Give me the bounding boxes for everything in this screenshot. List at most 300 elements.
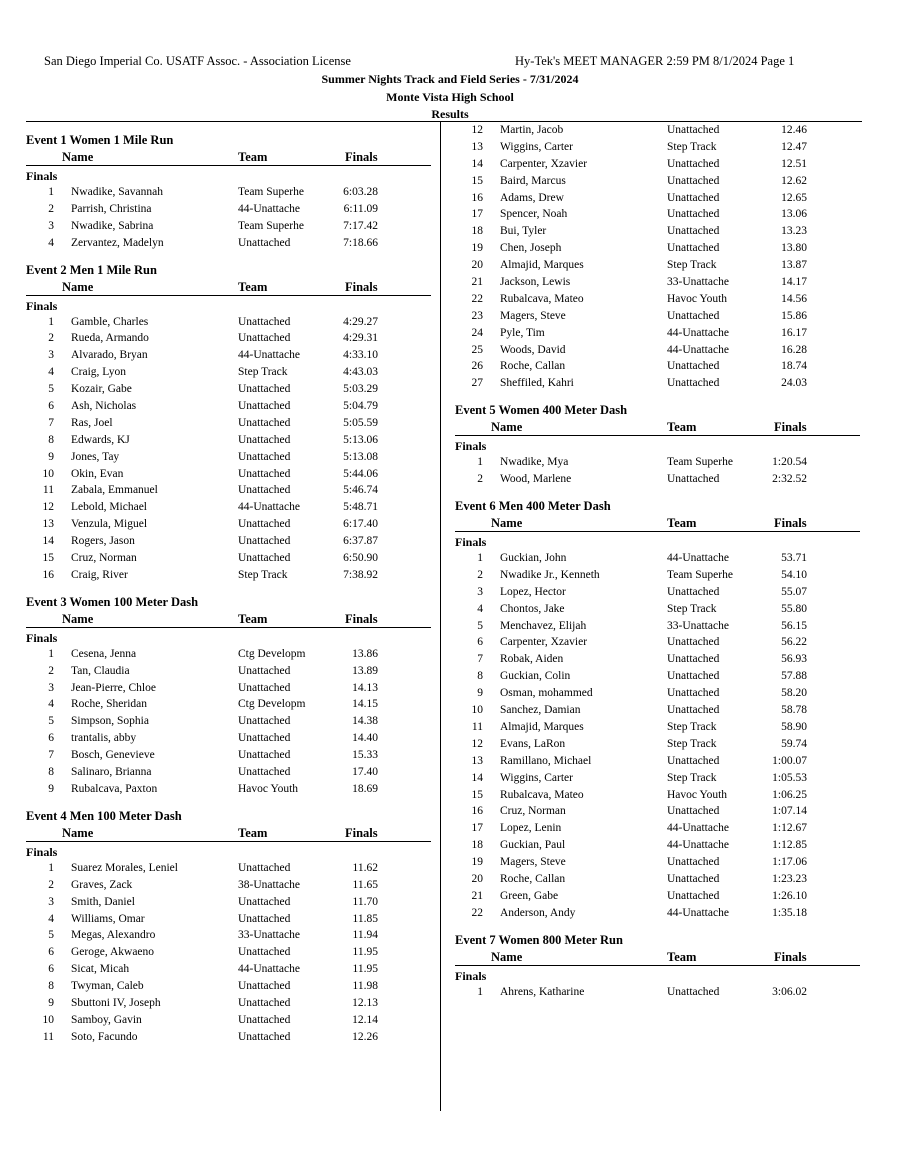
team-name: 44-Unattache xyxy=(667,343,729,356)
finals-time: 56.15 xyxy=(781,619,807,632)
athlete-name: Nwadike, Sabrina xyxy=(71,219,154,232)
team-name: Unattached xyxy=(238,484,291,497)
athlete-name: Rogers, Jason xyxy=(71,535,135,548)
result-row xyxy=(455,550,860,567)
athlete-name: Wood, Marlene xyxy=(500,473,572,486)
venue: Monte Vista High School xyxy=(386,90,514,104)
athlete-name: Robak, Aiden xyxy=(500,653,564,666)
place: 1 xyxy=(48,647,54,660)
event-title: Event 3 Women 100 Meter Dash xyxy=(26,594,199,609)
athlete-name: Ramillano, Michael xyxy=(500,754,592,767)
team-name: Unattached xyxy=(238,715,291,728)
athlete-name: Roche, Sheridan xyxy=(71,698,148,711)
athlete-name: trantalis, abby xyxy=(71,732,137,745)
column-header-finals: Finals xyxy=(345,825,378,840)
place: 26 xyxy=(471,360,483,373)
column-header-finals: Finals xyxy=(774,949,807,964)
athlete-name: Almajid, Marques xyxy=(500,259,584,272)
place: 15 xyxy=(42,552,54,565)
athlete-name: Rueda, Armando xyxy=(71,332,149,345)
column-header-team: Team xyxy=(667,949,697,964)
column-header-team: Team xyxy=(238,825,268,840)
result-row xyxy=(26,398,431,415)
result-row xyxy=(455,471,860,488)
place: 14 xyxy=(471,157,483,170)
results-column-right xyxy=(455,122,860,1001)
team-name: Step Track xyxy=(667,259,717,272)
place: 27 xyxy=(471,377,483,390)
finals-time: 1:17.06 xyxy=(772,856,807,869)
team-name: Unattached xyxy=(238,433,291,446)
finals-time: 13.06 xyxy=(781,208,807,221)
athlete-name: Ash, Nicholas xyxy=(71,400,137,413)
finals-time: 14.13 xyxy=(352,681,378,694)
athlete-name: Edwards, KJ xyxy=(71,433,130,446)
finals-time: 1:12.67 xyxy=(772,822,807,835)
finals-time: 58.78 xyxy=(781,704,807,717)
team-name: Unattached xyxy=(667,585,720,598)
finals-time: 54.10 xyxy=(781,568,807,581)
result-row xyxy=(455,454,860,471)
place: 13 xyxy=(42,518,54,531)
finals-time: 13.87 xyxy=(781,259,807,272)
column-header-name: Name xyxy=(62,150,94,164)
place: 11 xyxy=(42,484,54,497)
team-name: Unattached xyxy=(667,242,720,255)
column-header-name: Name xyxy=(491,949,523,964)
athlete-name: Williams, Omar xyxy=(71,912,145,925)
athlete-name: Kozair, Gabe xyxy=(71,383,132,396)
finals-time: 15.86 xyxy=(781,309,807,322)
event-title: Event 5 Women 400 Meter Dash xyxy=(455,403,628,418)
athlete-name: Ahrens, Katharine xyxy=(500,985,585,998)
place: 22 xyxy=(471,906,483,919)
table-header xyxy=(26,149,431,166)
finals-time: 56.93 xyxy=(781,653,807,666)
athlete-name: Parrish, Christina xyxy=(71,202,152,215)
result-row xyxy=(26,364,431,381)
result-row xyxy=(26,347,431,364)
athlete-name: Zabala, Emmanuel xyxy=(71,484,158,497)
team-name: Unattached xyxy=(667,805,720,818)
athlete-name: Craig, Lyon xyxy=(71,366,126,379)
team-name: Step Track xyxy=(667,602,717,615)
athlete-name: Craig, River xyxy=(71,568,128,581)
athlete-name: Magers, Steve xyxy=(500,856,566,869)
team-name: Unattached xyxy=(238,996,291,1009)
place: 15 xyxy=(471,174,483,187)
athlete-name: Twyman, Caleb xyxy=(71,980,144,993)
team-name: Unattached xyxy=(238,416,291,429)
athlete-name: Tan, Claudia xyxy=(71,664,130,677)
place: 13 xyxy=(471,140,483,153)
finals-time: 5:13.08 xyxy=(343,450,378,463)
place: 21 xyxy=(471,276,483,289)
finals-time: 13.80 xyxy=(781,242,807,255)
event-title: Event 7 Women 800 Meter Run xyxy=(455,932,623,947)
result-row xyxy=(455,905,860,922)
place: 16 xyxy=(471,805,483,818)
result-row xyxy=(26,201,431,218)
athlete-name: Anderson, Andy xyxy=(500,906,576,919)
finals-time: 15.33 xyxy=(352,749,378,762)
athlete-name: Rubalcava, Paxton xyxy=(71,782,158,795)
finals-time: 5:44.06 xyxy=(343,467,378,480)
team-name: Havoc Youth xyxy=(667,292,728,305)
result-row xyxy=(455,173,860,190)
result-row xyxy=(26,466,431,483)
finals-time: 5:13.06 xyxy=(343,433,378,446)
result-row xyxy=(26,877,431,894)
result-row xyxy=(455,206,860,223)
place: 2 xyxy=(48,664,54,677)
athlete-name: Sicat, Micah xyxy=(71,963,130,976)
finals-time: 6:11.09 xyxy=(343,202,378,215)
athlete-name: Venzula, Miguel xyxy=(71,518,148,531)
place: 4 xyxy=(48,912,54,925)
athlete-name: Geroge, Akwaeno xyxy=(71,946,155,959)
place: 8 xyxy=(48,766,54,779)
finals-time: 1:06.25 xyxy=(772,788,807,801)
team-name: Unattached xyxy=(238,1013,291,1026)
place: 16 xyxy=(42,568,54,581)
result-row xyxy=(26,663,431,680)
team-name: Unattached xyxy=(667,157,720,170)
finals-time: 1:26.10 xyxy=(772,889,807,902)
result-row xyxy=(455,803,860,820)
team-name: Unattached xyxy=(238,861,291,874)
athlete-name: Nwadike, Mya xyxy=(500,456,569,469)
finals-time: 6:17.40 xyxy=(343,518,378,531)
place: 4 xyxy=(477,602,483,615)
result-row xyxy=(26,1029,431,1046)
place: 15 xyxy=(471,788,483,801)
team-name: Havoc Youth xyxy=(667,788,728,801)
athlete-name: Wiggins, Carter xyxy=(500,771,573,784)
team-name: Unattached xyxy=(238,1030,291,1043)
finals-section-label: Finals xyxy=(26,169,58,183)
place: 6 xyxy=(48,946,54,959)
result-row xyxy=(26,499,431,516)
finals-time: 5:04.79 xyxy=(343,400,378,413)
place: 6 xyxy=(477,636,483,649)
column-header-team: Team xyxy=(667,516,697,531)
result-row xyxy=(26,730,431,747)
finals-time: 12.14 xyxy=(352,1013,378,1026)
athlete-name: Lopez, Lenin xyxy=(500,822,562,835)
column-header-finals: Finals xyxy=(345,611,378,626)
place: 20 xyxy=(471,872,483,885)
athlete-name: Rubalcava, Mateo xyxy=(500,292,584,305)
place: 1 xyxy=(48,315,54,328)
finals-time: 1:12.85 xyxy=(772,839,807,852)
result-row xyxy=(455,358,860,375)
place: 8 xyxy=(48,980,54,993)
athlete-name: Sanchez, Damian xyxy=(500,704,581,717)
athlete-name: Lopez, Hector xyxy=(500,585,566,598)
place: 1 xyxy=(48,186,54,198)
athlete-name: Osman, mohammed xyxy=(500,687,593,700)
result-row xyxy=(455,837,860,854)
athlete-name: Chontos, Jake xyxy=(500,602,565,615)
team-name: Unattached xyxy=(238,912,291,925)
finals-time: 11.94 xyxy=(352,929,378,942)
result-row xyxy=(26,894,431,911)
result-row xyxy=(455,668,860,685)
result-row xyxy=(455,156,860,173)
team-name: Unattached xyxy=(667,754,720,767)
place: 10 xyxy=(42,467,54,480)
team-name: Unattached xyxy=(238,400,291,413)
athlete-name: Spencer, Noah xyxy=(500,208,568,221)
finals-time: 57.88 xyxy=(781,670,807,683)
result-row xyxy=(26,1012,431,1029)
results-column-left xyxy=(26,122,431,1046)
result-row xyxy=(455,139,860,156)
athlete-name: Samboy, Gavin xyxy=(71,1013,142,1026)
result-row xyxy=(455,342,860,359)
result-row xyxy=(455,787,860,804)
finals-time: 11.70 xyxy=(352,895,378,908)
place: 11 xyxy=(471,720,483,733)
athlete-name: Salinaro, Brianna xyxy=(71,766,152,779)
result-row xyxy=(26,314,431,331)
athlete-name: Roche, Callan xyxy=(500,872,566,885)
column-header-finals: Finals xyxy=(774,516,807,531)
place: 24 xyxy=(471,326,483,339)
result-row xyxy=(455,736,860,753)
team-name: Ctg Developm xyxy=(238,647,306,660)
finals-time: 4:29.27 xyxy=(343,315,378,328)
result-row xyxy=(455,223,860,240)
team-name: Unattached xyxy=(667,704,720,717)
finals-time: 14.56 xyxy=(781,292,807,305)
result-row xyxy=(26,978,431,995)
team-name: Step Track xyxy=(667,771,717,784)
place: 12 xyxy=(471,124,483,136)
finals-time: 4:29.31 xyxy=(343,332,378,345)
result-row xyxy=(26,533,431,550)
team-name: Unattached xyxy=(667,856,720,869)
place: 9 xyxy=(48,450,54,463)
team-name: Unattached xyxy=(238,332,291,345)
finals-time: 11.98 xyxy=(352,980,378,993)
finals-time: 13.23 xyxy=(781,225,807,238)
place: 13 xyxy=(471,754,483,767)
result-row xyxy=(26,550,431,567)
team-name: Unattached xyxy=(667,124,720,136)
team-name: 44-Unattache xyxy=(238,202,300,215)
result-row xyxy=(455,584,860,601)
finals-time: 16.17 xyxy=(781,326,807,339)
place: 3 xyxy=(48,681,54,694)
athlete-name: Nwadike Jr., Kenneth xyxy=(500,568,600,581)
finals-time: 12.62 xyxy=(781,174,807,187)
finals-time: 12.13 xyxy=(352,996,378,1009)
athlete-name: Roche, Callan xyxy=(500,360,566,373)
team-name: Unattached xyxy=(667,191,720,204)
athlete-name: Carpenter, Xzavier xyxy=(500,157,588,170)
result-row xyxy=(455,702,860,719)
table-header xyxy=(455,419,860,436)
athlete-name: Chen, Joseph xyxy=(500,242,562,255)
column-divider xyxy=(440,121,441,1111)
place: 7 xyxy=(477,653,483,666)
athlete-name: Woods, David xyxy=(500,343,566,356)
athlete-name: Megas, Alexandro xyxy=(71,929,156,942)
place: 2 xyxy=(477,473,483,486)
finals-time: 14.15 xyxy=(352,698,378,711)
team-name: Unattached xyxy=(238,946,291,959)
finals-section-label: Finals xyxy=(26,844,58,859)
result-row xyxy=(455,888,860,905)
column-header-name: Name xyxy=(62,611,94,626)
result-row xyxy=(26,911,431,928)
team-name: Unattached xyxy=(667,174,720,187)
finals-time: 59.74 xyxy=(781,737,807,750)
team-name: Unattached xyxy=(667,309,720,322)
athlete-name: Adams, Drew xyxy=(500,191,564,204)
team-name: 33-Unattache xyxy=(238,929,300,942)
place: 1 xyxy=(48,861,54,874)
team-name: Unattached xyxy=(667,985,720,998)
result-row xyxy=(455,240,860,257)
team-name: Step Track xyxy=(667,737,717,750)
column-header-name: Name xyxy=(491,420,523,435)
athlete-name: Wiggins, Carter xyxy=(500,140,573,153)
place: 3 xyxy=(48,349,54,362)
athlete-name: Green, Gabe xyxy=(500,889,559,902)
finals-time: 53.71 xyxy=(781,552,807,565)
team-name: 44-Unattache xyxy=(238,963,300,976)
result-row xyxy=(455,770,860,787)
athlete-name: Jean-Pierre, Chloe xyxy=(71,681,156,694)
place: 5 xyxy=(48,715,54,728)
place: 25 xyxy=(471,343,483,356)
finals-time: 16.28 xyxy=(781,343,807,356)
place: 4 xyxy=(48,366,54,379)
license-header: San Diego Imperial Co. USATF Assoc. - Association License xyxy=(44,54,351,68)
finals-time: 11.62 xyxy=(352,861,378,874)
finals-time: 11.95 xyxy=(352,946,378,959)
finals-time: 11.85 xyxy=(352,912,378,925)
team-name: 38-Unattache xyxy=(238,878,300,891)
team-name: Unattached xyxy=(667,670,720,683)
result-row xyxy=(26,184,431,201)
result-row xyxy=(455,719,860,736)
place: 18 xyxy=(471,225,483,238)
finals-time: 24.03 xyxy=(781,377,807,390)
result-row xyxy=(26,516,431,533)
result-row xyxy=(455,618,860,635)
place: 10 xyxy=(471,704,483,717)
team-name: Step Track xyxy=(667,720,717,733)
place: 3 xyxy=(48,895,54,908)
place: 11 xyxy=(42,1030,54,1043)
result-row xyxy=(455,871,860,888)
team-name: Step Track xyxy=(238,568,288,581)
result-row xyxy=(26,235,431,252)
finals-time: 5:05.59 xyxy=(343,416,378,429)
athlete-name: Pyle, Tim xyxy=(500,326,545,339)
column-header-team: Team xyxy=(238,150,268,164)
table-header xyxy=(455,949,860,966)
finals-time: 4:43.03 xyxy=(343,366,378,379)
finals-time: 12.65 xyxy=(781,191,807,204)
result-row xyxy=(26,646,431,663)
table-header xyxy=(26,279,431,296)
place: 6 xyxy=(48,732,54,745)
result-row xyxy=(455,567,860,584)
athlete-name: Cruz, Norman xyxy=(500,805,566,818)
place: 8 xyxy=(48,433,54,446)
result-row xyxy=(26,381,431,398)
team-name: Ctg Developm xyxy=(238,698,306,711)
finals-time: 56.22 xyxy=(781,636,807,649)
team-name: 44-Unattache xyxy=(667,906,729,919)
finals-time: 7:17.42 xyxy=(343,219,378,232)
place: 17 xyxy=(471,822,483,835)
finals-time: 7:38.92 xyxy=(343,568,378,581)
result-row xyxy=(26,860,431,877)
team-name: Step Track xyxy=(238,366,288,379)
place: 5 xyxy=(48,929,54,942)
place: 20 xyxy=(471,259,483,272)
team-name: Unattached xyxy=(667,636,720,649)
team-name: Unattached xyxy=(238,467,291,480)
team-name: Team Superhe xyxy=(238,186,304,198)
meet-title: Summer Nights Track and Field Series - 7/31/2024 xyxy=(321,72,579,86)
result-row xyxy=(26,415,431,432)
team-name: Unattached xyxy=(667,208,720,221)
finals-time: 5:48.71 xyxy=(343,501,378,514)
finals-section-label: Finals xyxy=(455,439,487,454)
team-name: Unattached xyxy=(238,664,291,677)
team-name: Unattached xyxy=(238,383,291,396)
result-row xyxy=(26,747,431,764)
team-name: Unattached xyxy=(667,225,720,238)
finals-time: 6:50.90 xyxy=(343,552,378,565)
team-name: Unattached xyxy=(667,687,720,700)
event-title: Event 6 Men 400 Meter Dash xyxy=(455,499,611,514)
athlete-name: Zervantez, Madelyn xyxy=(71,236,164,249)
place: 5 xyxy=(48,383,54,396)
result-row xyxy=(26,995,431,1012)
athlete-name: Lebold, Michael xyxy=(71,501,148,514)
place: 17 xyxy=(471,208,483,221)
team-name: 44-Unattache xyxy=(667,822,729,835)
finals-time: 13.89 xyxy=(352,664,378,677)
athlete-name: Bui, Tyler xyxy=(500,225,547,238)
finals-time: 12.26 xyxy=(352,1030,378,1043)
finals-section-label: Finals xyxy=(455,535,487,550)
place: 6 xyxy=(48,963,54,976)
event-title: Event 4 Men 100 Meter Dash xyxy=(26,808,182,823)
athlete-name: Ras, Joel xyxy=(71,416,113,429)
column-header-name: Name xyxy=(491,516,523,531)
result-row xyxy=(455,257,860,274)
finals-time: 1:05.53 xyxy=(772,771,807,784)
team-name: Havoc Youth xyxy=(238,782,299,795)
result-row xyxy=(455,820,860,837)
place: 2 xyxy=(477,568,483,581)
team-name: 44-Unattache xyxy=(238,501,300,514)
result-row xyxy=(455,325,860,342)
athlete-name: Bosch, Genevieve xyxy=(71,749,155,762)
place: 14 xyxy=(471,771,483,784)
athlete-name: Carpenter, Xzavier xyxy=(500,636,588,649)
place: 16 xyxy=(471,191,483,204)
